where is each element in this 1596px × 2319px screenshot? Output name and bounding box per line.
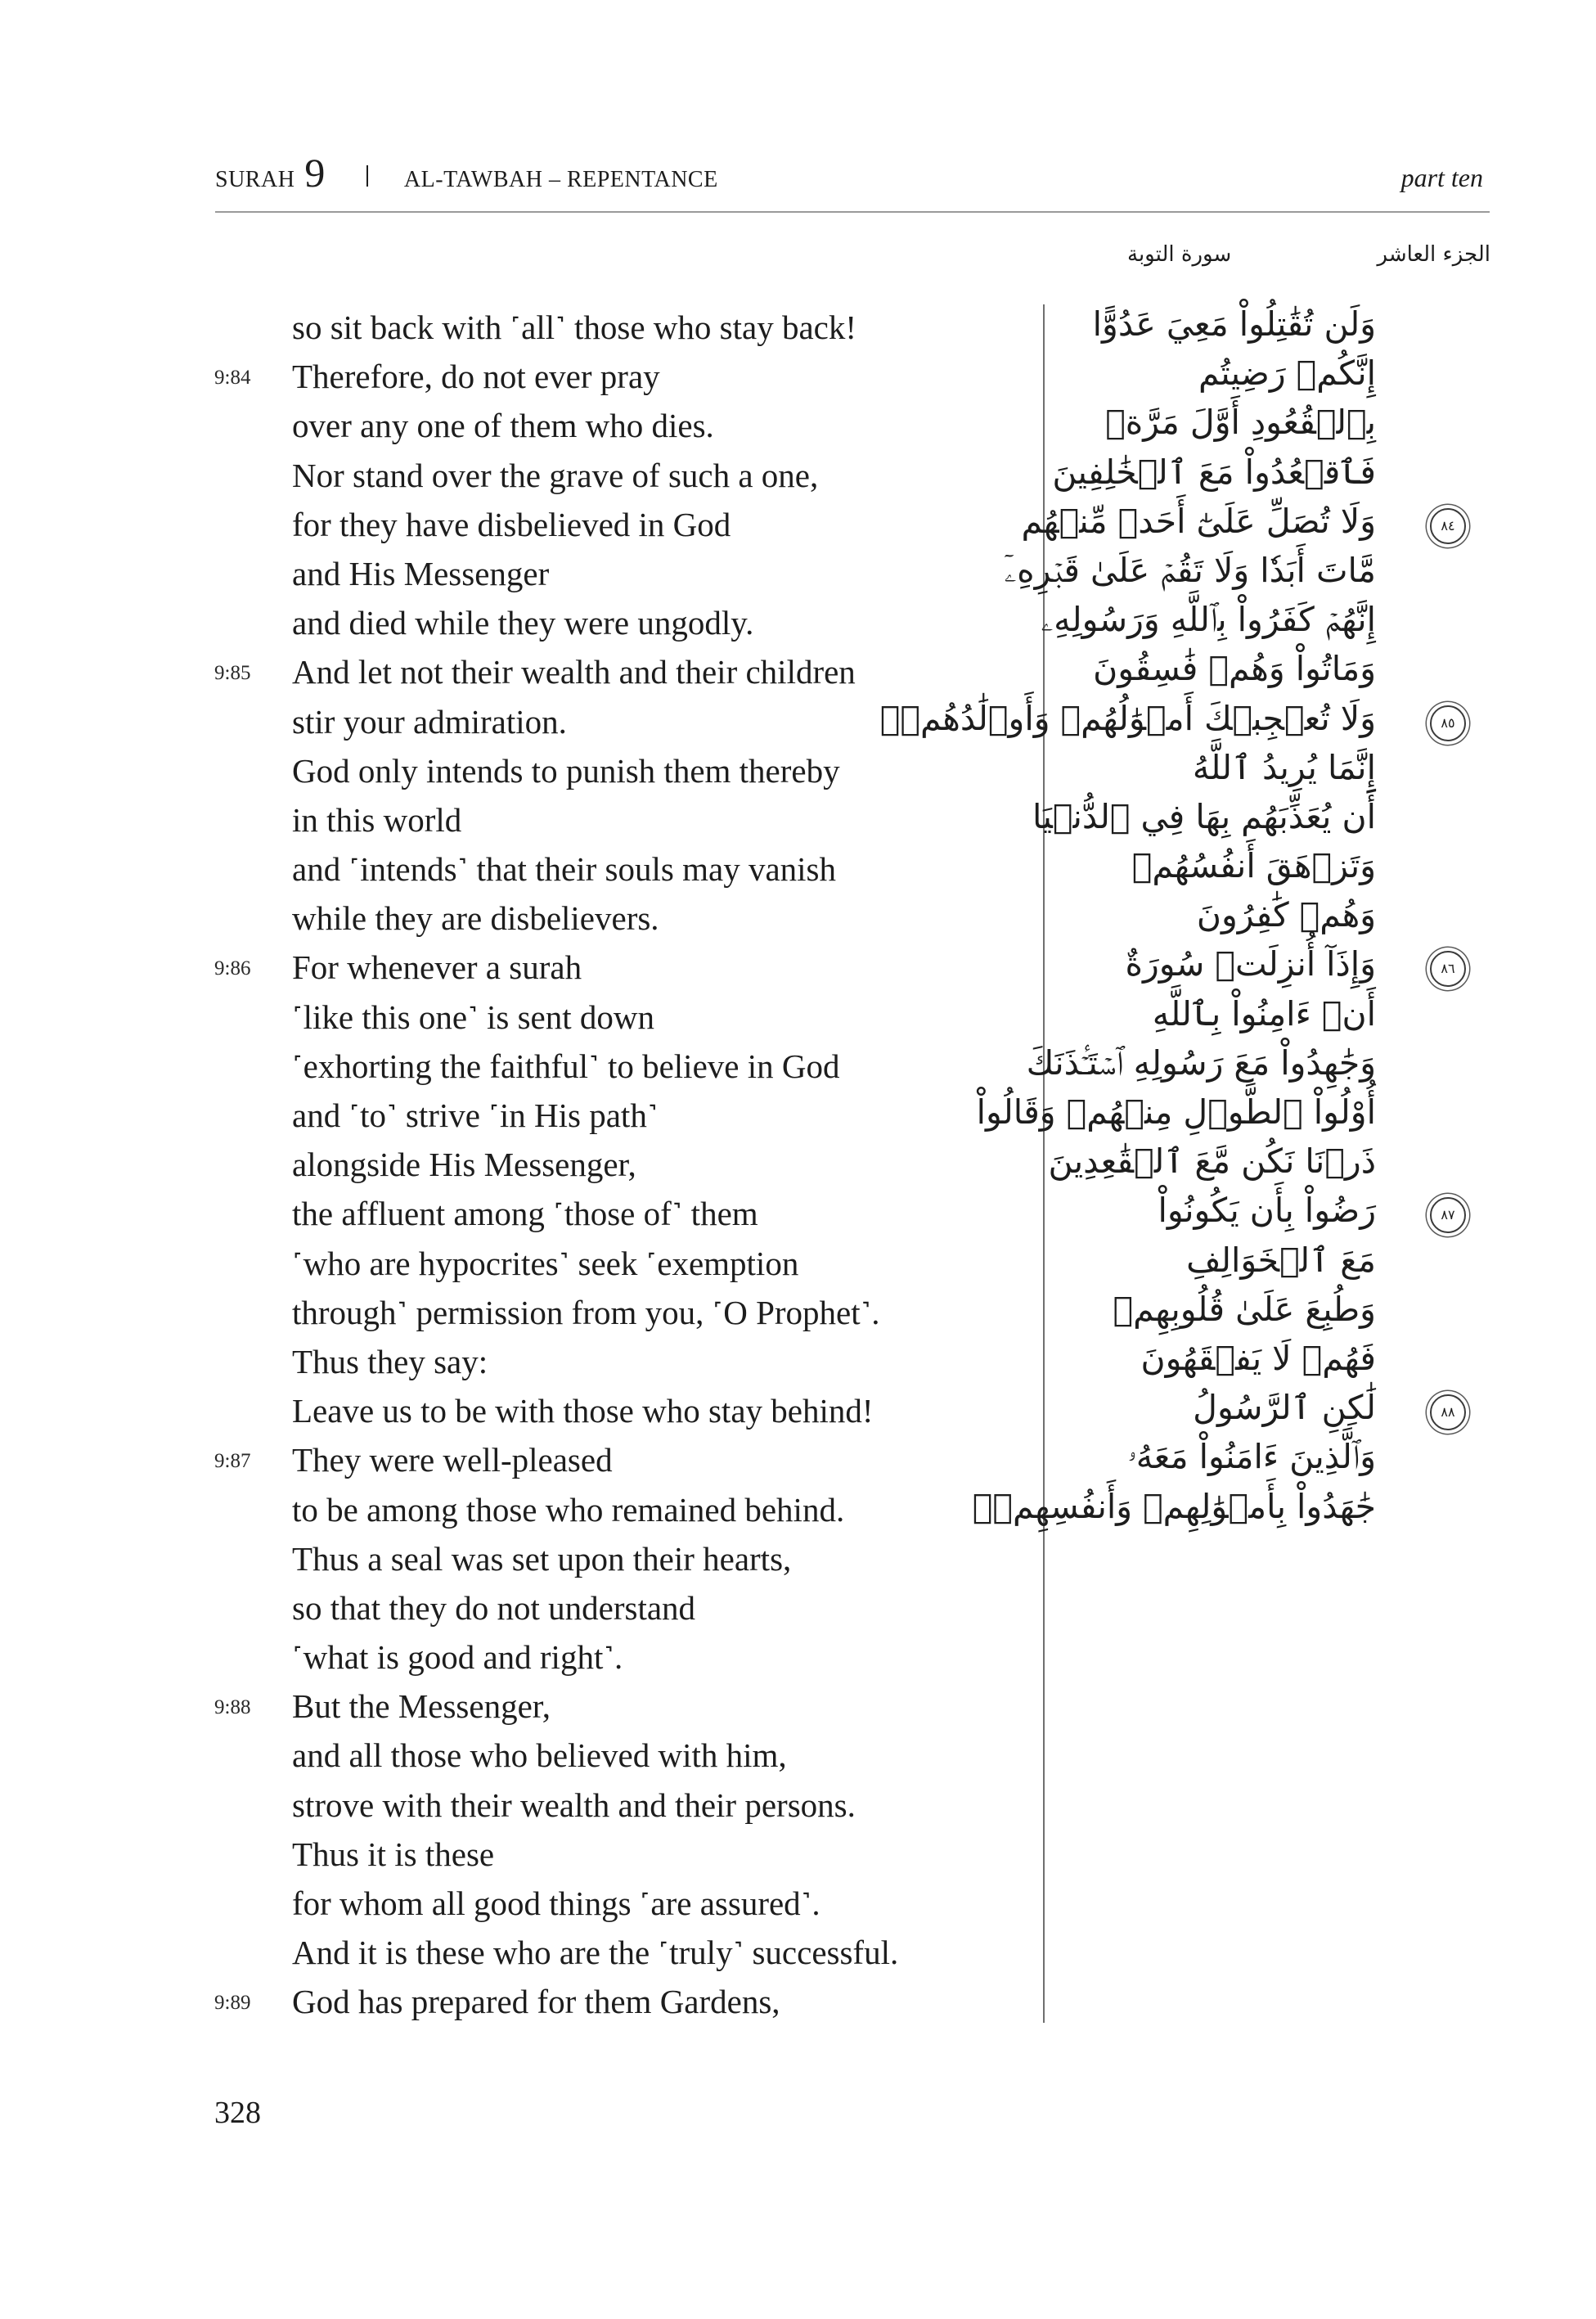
translation-text: and ˹to˺ strive ˹in His path˺: [292, 1096, 659, 1134]
translation-line: [214, 598, 991, 647]
arabic-line: [1041, 598, 1490, 647]
arabic-line: [1055, 1239, 1490, 1288]
arabic-line: [1021, 500, 1490, 549]
translation-text: over any one of them who dies.: [292, 407, 714, 445]
arabic-line: [1055, 1337, 1490, 1386]
arabic-line: [1032, 795, 1490, 844]
translation-text: through˺ permission from you, ˹O Prophet˺.: [292, 1293, 880, 1331]
translation-line: [214, 1288, 991, 1337]
translation-line: [214, 303, 991, 352]
arabic-line: [1055, 844, 1490, 894]
arabic-verse-text: أُوْلُواْ ٱلطَّوۡلِ مِنۡهُمۡ وَقَالُواْ: [976, 1092, 1376, 1132]
translation-text: Thus they say:: [292, 1342, 488, 1380]
header-rule: [215, 211, 1490, 213]
translation-line: [214, 1140, 991, 1189]
translation-line: [214, 894, 991, 943]
translation-line: [214, 844, 991, 894]
translation-line: [214, 549, 991, 598]
english-translation-column: [214, 303, 991, 2027]
translation-line: [214, 451, 991, 500]
verse-number: 9:88: [214, 1696, 251, 1719]
translation-line: [214, 746, 991, 795]
ayah-marker: ٨٧: [1430, 1197, 1466, 1233]
translation-line: [214, 795, 991, 844]
arabic-line: [1055, 303, 1490, 352]
translation-text: in this world: [292, 800, 462, 839]
arabic-line: [1026, 1042, 1490, 1091]
arabic-verse-text: أَن يُعَذِّبَهُم بِهَا فِي ٱلدُّنۡيَا: [1032, 796, 1376, 836]
translation-line: [214, 1239, 991, 1288]
arabic-line: [1055, 647, 1490, 696]
translation-line: [214, 1682, 991, 1731]
translation-text: Thus it is these: [292, 1835, 495, 1873]
arabic-line: [976, 1091, 1490, 1140]
arabic-verse-text: وَلَا تُصَلِّ عَلَىٰٓ أَحَدٖ مِّنۡهُم: [1021, 501, 1376, 541]
page-number: 328: [214, 2096, 261, 2130]
translation-text: For whenever a surah: [292, 948, 582, 987]
verse-number: 9:84: [214, 367, 251, 390]
verse-number: 9:89: [214, 1992, 251, 2015]
translation-line: [214, 1879, 991, 1928]
translation-text: so that they do not understand: [292, 1588, 696, 1627]
translation-text: And let not their wealth and their children: [292, 653, 856, 691]
translation-text: God has prepared for them Gardens,: [292, 1983, 780, 2021]
translation-text: to be among those who remained behind.: [292, 1490, 845, 1529]
arabic-text-column: [879, 303, 1490, 1534]
ayah-marker: ٨٤: [1430, 508, 1466, 544]
translation-text: alongside His Messenger,: [292, 1146, 636, 1184]
translation-line: [214, 352, 991, 401]
translation-text: ˹what is good and right˺.: [292, 1638, 623, 1677]
translation-text: and ˹intends˺ that their souls may vanish: [292, 850, 836, 889]
surah-title: AL-TAWBAH – REPENTANCE: [403, 167, 718, 192]
translation-text: God only intends to punish them thereby: [292, 751, 840, 790]
arabic-verse-text: فَٱقۡعُدُواْ مَعَ ٱلۡخَٰلِفِينَ: [1052, 452, 1376, 492]
translation-line: [214, 993, 991, 1042]
translation-text: But the Messenger,: [292, 1687, 551, 1726]
arabic-verse-text: رَضُواْ بِأَن يَكُونُواْ: [1158, 1191, 1376, 1231]
running-header: [215, 150, 1490, 213]
translation-text: They were well-pleased: [292, 1441, 613, 1479]
translation-text: so sit back with ˹all˺ those who stay back!: [292, 308, 857, 346]
translation-text: ˹like this one˺ is sent down: [292, 997, 654, 1036]
arabic-line: [1055, 352, 1490, 401]
arabic-line: [1055, 746, 1490, 795]
header-surah-info: [215, 150, 718, 196]
translation-line: [214, 1781, 991, 1830]
arabic-verse-text: إِنَّمَا يُرِيدُ ٱللَّهُ: [1192, 747, 1376, 787]
arabic-verse-text: وَلَن تُقَٰتِلُواْ مَعِيَ عَدُوًّا: [1092, 304, 1376, 344]
arabic-juz-label: الجزء العاشر: [1377, 242, 1490, 267]
verse-number: 9:87: [214, 1450, 251, 1473]
arabic-verse-text: وَمَاتُواْ وَهُمۡ فَٰسِقُونَ: [1093, 649, 1376, 689]
header-separator: [366, 165, 368, 187]
translation-text: and died while they were ungodly.: [292, 604, 754, 642]
translation-line: [214, 1632, 991, 1682]
arabic-header: [1127, 242, 1490, 283]
arabic-verse-text: مَّاتَ أَبَدٗا وَلَا تَقُمۡ عَلَىٰ قَبۡرِهِۦٓ: [1004, 550, 1376, 590]
arabic-line: [1055, 1435, 1490, 1484]
arabic-verse-text: ذَرۡنَا نَكُن مَّعَ ٱلۡقَٰعِدِينَ: [1048, 1141, 1376, 1182]
translation-line: [214, 1042, 991, 1091]
verse-number: 9:85: [214, 662, 251, 685]
translation-text: for they have disbelieved in God: [292, 505, 731, 543]
arabic-line: [1055, 894, 1490, 943]
translation-line: [214, 1386, 991, 1435]
translation-text: ˹who are hypocrites˺ seek ˹exemption: [292, 1244, 799, 1282]
translation-text: the affluent among ˹those of˺ them: [292, 1195, 758, 1233]
arabic-verse-text: وَإِذَآ أُنزِلَتۡ سُورَةٌ: [1125, 944, 1376, 984]
arabic-surah-label: سورة التوبة: [1127, 242, 1232, 267]
translation-line: [214, 1583, 991, 1632]
translation-text: and all those who believed with him,: [292, 1736, 787, 1775]
arabic-verse-text: لَٰكِنِ ٱلرَّسُولُ: [1193, 1388, 1376, 1428]
translation-line: [214, 1189, 991, 1238]
translation-line: [214, 401, 991, 450]
arabic-verse-text: مَعَ ٱلۡخَوَالِفِ: [1186, 1240, 1376, 1280]
translation-line: [214, 1977, 991, 2026]
arabic-verse-text: وَٱلَّذِينَ ءَامَنُواْ مَعَهُۥ: [1127, 1437, 1376, 1477]
translation-line: [214, 1830, 991, 1879]
translation-line: [214, 1091, 991, 1140]
arabic-verse-text: وَلَا تُعۡجِبۡكَ أَمۡوَٰلُهُمۡ وَأَوۡلَٰدُهُمۡۚ: [879, 698, 1376, 738]
arabic-verse-text: فَهُمۡ لَا يَفۡقَهُونَ: [1140, 1338, 1376, 1378]
arabic-verse-text: جَٰهَدُواْ بِأَمۡوَٰلِهِمۡ وَأَنفُسِهِمۡۚ: [972, 1486, 1376, 1526]
arabic-line: [879, 697, 1490, 746]
translation-text: Leave us to be with those who stay behind!: [292, 1392, 874, 1430]
translation-text: while they are disbelievers.: [292, 899, 659, 938]
surah-number: 9: [304, 150, 326, 196]
translation-line: [214, 1485, 991, 1534]
arabic-line: [1055, 1189, 1490, 1238]
translation-text: ˹exhorting the faithful˺ to believe in God: [292, 1047, 840, 1085]
ayah-marker: ٨٥: [1430, 705, 1466, 741]
arabic-line: [1055, 1288, 1490, 1337]
arabic-verse-text: إِنَّهُمۡ كَفَرُواْ بِٱللَّهِ وَرَسُولِهِۦ: [1041, 600, 1376, 640]
translation-text: Therefore, do not ever pray: [292, 358, 660, 396]
translation-line: [214, 647, 991, 696]
arabic-verse-text: وَهُمۡ كَٰفِرُونَ: [1196, 895, 1376, 935]
translation-text: Nor stand over the grave of such a one,: [292, 456, 819, 494]
ayah-marker: ٨٨: [1430, 1394, 1466, 1430]
arabic-verse-text: إِنَّكُمۡ رَضِيتُم: [1198, 353, 1376, 394]
translation-line: [214, 1731, 991, 1780]
arabic-line: [1052, 451, 1490, 500]
arabic-verse-text: بِٱلۡقُعُودِ أَوَّلَ مَرَّةٖ: [1105, 403, 1376, 443]
arabic-verse-text: وَتَزۡهَقَ أَنفُسُهُمۡ: [1131, 846, 1376, 886]
arabic-line: [1004, 549, 1490, 598]
arabic-line: [1055, 943, 1490, 992]
arabic-verse-text: وَطُبِعَ عَلَىٰ قُلُوبِهِمۡ: [1113, 1289, 1376, 1329]
arabic-line: [1055, 401, 1490, 450]
arabic-line: [972, 1485, 1490, 1534]
verse-number: 9:86: [214, 957, 251, 980]
translation-line: [214, 500, 991, 549]
translation-text: strove with their wealth and their persons.: [292, 1785, 856, 1824]
arabic-verse-text: وَجَٰهِدُواْ مَعَ رَسُولِهِ ٱسۡتَـٔۡذَنَكَ: [1026, 1042, 1376, 1083]
arabic-line: [1055, 1386, 1490, 1435]
translation-text: Thus a seal was set upon their hearts,: [292, 1539, 792, 1578]
arabic-line: [1048, 1140, 1490, 1189]
translation-text: And it is these who are the ˹truly˺ successful.: [292, 1934, 899, 1972]
translation-line: [214, 1435, 991, 1484]
translation-line: [214, 1928, 991, 1977]
translation-line: [214, 1337, 991, 1386]
translation-line: [214, 1534, 991, 1583]
translation-text: for whom all good things ˹are assured˺.: [292, 1884, 820, 1922]
translation-text: stir your admiration.: [292, 702, 567, 741]
arabic-line: [1055, 993, 1490, 1042]
ayah-marker: ٨٦: [1430, 951, 1466, 987]
translation-line: [214, 697, 991, 746]
translation-text: and His Messenger: [292, 554, 550, 592]
translation-line: [214, 943, 991, 992]
surah-label: SURAH: [215, 167, 295, 192]
part-label: part ten: [1400, 163, 1483, 192]
arabic-verse-text: أَنۡ ءَامِنُواْ بِٱللَّهِ: [1152, 993, 1376, 1033]
